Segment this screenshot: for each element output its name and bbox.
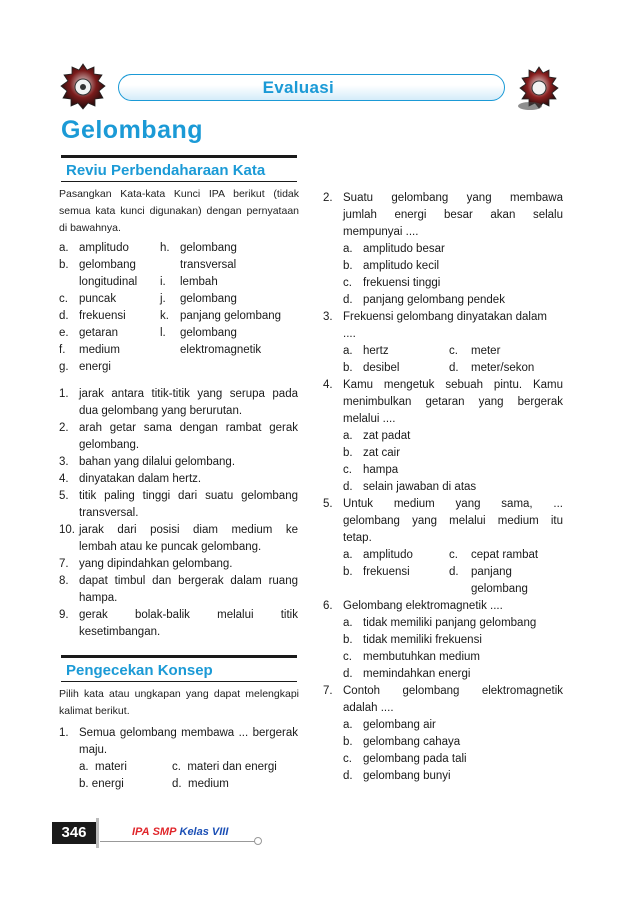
section2-top-rule [61,655,297,658]
term-frekuensi: frekuensi [79,310,126,322]
q1-option-c: c. materi dan energi [172,761,277,773]
statement-9: gerak bolak-balik melalui titik [79,609,298,621]
section2-instruction: Pilih kata atau ungkapan yang dapat melengkapi kalimat berikut. [59,688,299,717]
statement-8: dapat timbul dan bergerak dalam ruang [79,575,298,587]
q7-option-d: gelombang bunyi [363,770,451,782]
q2-option-c: frekuensi tinggi [363,277,441,289]
book-ipa: IPA [132,826,150,838]
q2-option-a: amplitudo besar [363,243,445,255]
q5-option-c: cepat rambat [471,549,539,561]
q6-option-d: memindahkan energi [363,668,471,680]
footer-divider [96,818,99,848]
term-medium: medium [79,344,120,356]
term-puncak: puncak [79,293,117,305]
q5-option-a: amplitudo [363,549,413,561]
section1-bottom-rule [61,181,297,182]
q2-option-b: amplitudo kecil [363,260,440,272]
q6-option-b: tidak memiliki frekuensi [363,634,482,646]
q4-option-a: zat padat [363,430,411,442]
q6-option-c: membutuhkan medium [363,651,480,663]
q3-option-a: hertz [363,345,389,357]
statement-4: dinyatakan dalam hertz. [79,473,202,485]
section1-top-rule [61,155,297,158]
q3-option-b: desibel [363,362,400,374]
q5-option-d: panjang [471,566,512,578]
q7-option-a: gelombang air [363,719,436,731]
term-gelombang: gelombang [180,293,237,305]
term-gelombang-elektromagnetik: gelombang [180,327,237,339]
term-energi: energi [79,361,111,373]
gear-left-icon [58,62,108,112]
gear-right-icon [512,64,562,114]
term-amplitudo: amplitudo [79,242,129,254]
statement-10: jarak dari posisi diam medium ke [79,524,298,536]
q1-option-b: b. energi [79,778,124,790]
statement-3: bahan yang dilalui gelombang. [79,456,236,468]
statement-1: jarak antara titik-titik yang serupa pada [79,388,298,400]
statement-7: yang dipindahkan gelombang. [79,558,233,570]
q6-option-a: tidak memiliki panjang gelombang [363,617,537,629]
q7-option-b: gelombang cahaya [363,736,461,748]
q1-option-a: a. materi [79,761,127,773]
section2-title: Pengecekan Konsep [66,662,213,679]
footer-rule [100,841,255,842]
book-smp: SMP [152,826,177,838]
q7-option-c: gelombang pada tali [363,753,467,765]
term-lembah: lembah [180,276,218,288]
q4-option-c: hampa [363,464,399,476]
statement-5: titik paling tinggi dari suatu gelombang [79,490,298,502]
chapter-title: Gelombang [61,116,204,144]
q3-option-d: meter/sekon [471,362,535,374]
banner-title: Evaluasi [262,78,334,97]
book-kelas: Kelas VIII [179,826,229,838]
q4-option-d: selain jawaban di atas [363,481,477,493]
evaluasi-banner [118,74,505,101]
term-gelombang-transversal: gelombang [180,242,237,254]
section1-instruction: Pasangkan Kata-kata Kunci IPA berikut (tidak semua kata kunci digunakan) dengan pernyataan di bawahnya. [59,188,299,234]
book-title [132,826,228,838]
section1-title: Reviu Perbendaharaan Kata [66,162,266,179]
page-number: 346 [52,822,96,844]
q2-option-d: panjang gelombang pendek [363,294,505,306]
footer-circle-icon [254,837,262,845]
q5-option-b: frekuensi [363,566,410,578]
statement-2: arah getar sama dengan rambat gerak [79,422,298,434]
term-panjang-gelombang: panjang gelombang [180,310,282,322]
section2-bottom-rule [61,681,297,682]
q3-option-c: meter [471,345,501,357]
q1-option-d: d. medium [172,778,229,790]
q4-option-b: zat cair [363,447,401,459]
term-gelombang-longitudinal: gelombang [79,259,136,271]
term-getaran: getaran [79,327,119,339]
